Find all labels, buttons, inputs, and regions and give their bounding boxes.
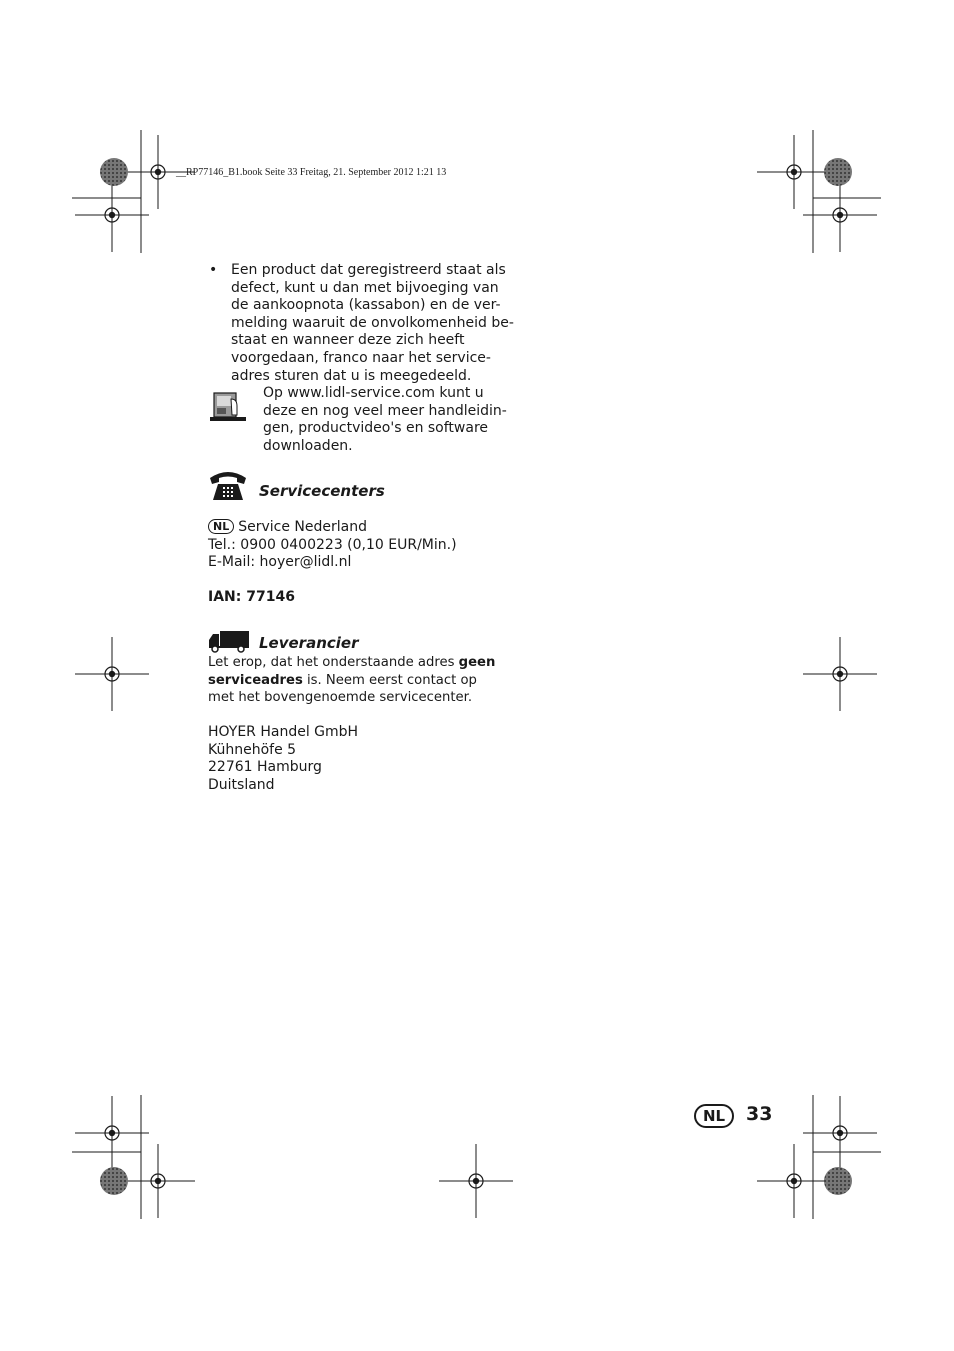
service-phone: Tel.: 0900 0400223 (0,10 EUR/Min.) — [208, 536, 457, 553]
language-badge: NL — [694, 1104, 734, 1128]
service-name-row — [208, 519, 457, 537]
supplier-address — [208, 724, 358, 794]
leverancier-title: Leverancier — [259, 634, 359, 652]
note-line — [208, 654, 495, 672]
country-badge: NL — [208, 519, 234, 534]
service-contact — [208, 519, 457, 572]
note-line — [208, 672, 495, 690]
bullet-line: voorgedaan, franco naar het service- — [231, 349, 491, 366]
servicecenters-title: Servicecenters — [259, 482, 385, 500]
supplier-note — [208, 654, 495, 707]
bullet-line: staat en wanneer deze zich heeft — [231, 332, 465, 349]
bullet-line: Een product dat geregistreerd staat als — [231, 262, 506, 278]
bullet-marker: • — [209, 262, 218, 278]
bullet-line: de aankoopnota (kassabon) en de ver- — [231, 297, 501, 314]
info-line: gen, productvideo's en software — [263, 420, 489, 437]
bullet-paragraph — [231, 262, 514, 385]
address-line: HOYER Handel GmbH — [208, 724, 359, 740]
bullet-line: melding waaruit de onvolkomenheid be- — [231, 314, 514, 331]
download-info-text — [263, 385, 507, 455]
download-manual-icon — [209, 389, 249, 425]
address-line: Duitsland — [208, 776, 275, 793]
page-number: 33 — [746, 1103, 773, 1125]
note-emphasis: geen — [458, 655, 496, 670]
info-line: downloaden. — [263, 437, 353, 454]
ian-number: IAN: 77146 — [208, 589, 295, 605]
bullet-line: defect, kunt u dan met bijvoeging van — [231, 279, 499, 296]
note-text: is. Neem eerst contact op — [302, 672, 477, 688]
info-line: deze en nog veel meer handleidin- — [263, 402, 507, 419]
note-text: Let erop, dat het onderstaande adres — [208, 655, 459, 670]
address-line: Kühnehöfe 5 — [208, 741, 297, 758]
info-line: Op www.lidl-service.com kunt u — [263, 385, 484, 401]
bullet-line: adres sturen dat u is meegedeeld. — [231, 367, 472, 384]
service-email: E-Mail: hoyer@lidl.nl — [208, 554, 352, 571]
service-name: Service Nederland — [238, 519, 367, 535]
address-line: 22761 Hamburg — [208, 759, 322, 776]
note-emphasis: serviceadres — [208, 672, 303, 688]
print-header: __RP77146_B1.book Seite 33 Freitag, 21. September 2012 1:21 13 — [176, 167, 447, 178]
telephone-icon — [208, 470, 248, 502]
note-line: met het bovengenoemde servicecenter. — [208, 690, 473, 706]
truck-icon — [208, 631, 250, 653]
